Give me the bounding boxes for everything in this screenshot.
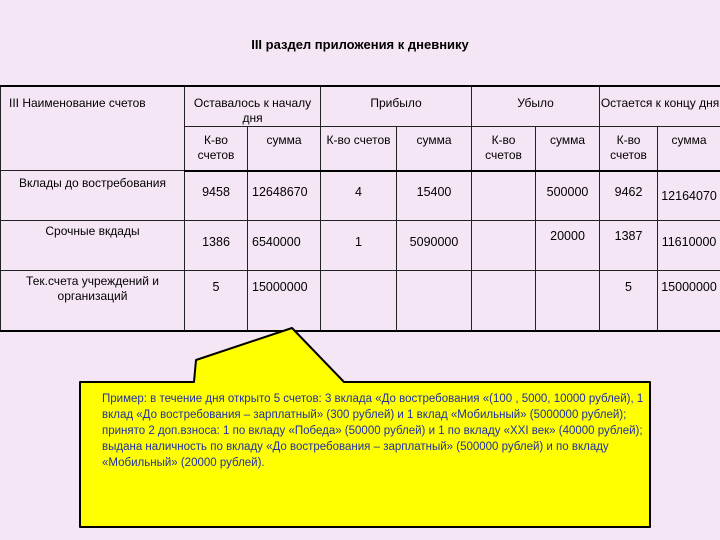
page-title: III раздел приложения к дневнику bbox=[251, 37, 469, 52]
out-sum-cell: 20000 bbox=[536, 221, 600, 271]
header-departed: Убыло bbox=[472, 86, 600, 127]
subheader-count: К-во счетов bbox=[321, 127, 397, 171]
start-count-cell: 5 bbox=[185, 271, 248, 331]
subheader-count: К-во счетов bbox=[185, 127, 248, 171]
subheader-sum: сумма bbox=[658, 127, 720, 171]
in-count-cell: 4 bbox=[321, 171, 397, 221]
callout-text: Пример: в течение дня открыто 5 счетов: 3 вклада «До востребования «(100 , 5000, 10000 рублей), 1 вклад «До востребования – зарплатный» (300 рублей) и 1 вклад «Мобильный» (5000000 рублей); принято 2 доп.взноса: 1 по вкладу «Победа» (50000 рублей) и 1 по вкладу «XXI век» (40000 рублей); выдана наличность по вкладу «До востребования – зарплатный» (500000 рублей) и по вкладу «Мобильный» (20000 рублей). bbox=[102, 393, 644, 469]
row-label: Тек.счета учреждений и организаций bbox=[1, 271, 185, 331]
subheader-sum: сумма bbox=[397, 127, 472, 171]
end-sum-cell: 11610000 bbox=[658, 221, 720, 271]
end-count-cell: 9462 bbox=[600, 171, 658, 221]
start-sum-cell: 15000000 bbox=[248, 271, 321, 331]
start-count-cell: 9458 bbox=[185, 171, 248, 221]
in-sum-cell: 5090000 bbox=[397, 221, 472, 271]
start-sum-cell: 6540000 bbox=[248, 221, 321, 271]
header-remained-start: Оставалось к началу дня bbox=[185, 86, 321, 127]
subheader-count: К-во счетов bbox=[600, 127, 658, 171]
end-count-cell: 1387 bbox=[600, 221, 658, 271]
header-account-name: III Наименование счетов bbox=[1, 86, 185, 171]
in-count-cell: 1 bbox=[321, 221, 397, 271]
start-sum-cell: 12648670 bbox=[248, 171, 321, 221]
start-count-cell: 1386 bbox=[185, 221, 248, 271]
row-label: Срочные вкдады bbox=[1, 221, 185, 271]
header-arrived: Прибыло bbox=[321, 86, 472, 127]
in-sum-cell: 15400 bbox=[397, 171, 472, 221]
end-sum-cell: 15000000 bbox=[658, 271, 720, 331]
row-label: Вклады до востребования bbox=[1, 171, 185, 221]
subheader-count: К-во счетов bbox=[472, 127, 536, 171]
header-remains-end: Остается к концу дня bbox=[600, 86, 720, 127]
subheader-sum: сумма bbox=[248, 127, 321, 171]
out-sum-cell: 500000 bbox=[536, 171, 600, 221]
subheader-sum: сумма bbox=[536, 127, 600, 171]
end-sum-cell: 12164070 bbox=[658, 171, 720, 221]
end-count-cell: 5 bbox=[600, 271, 658, 331]
